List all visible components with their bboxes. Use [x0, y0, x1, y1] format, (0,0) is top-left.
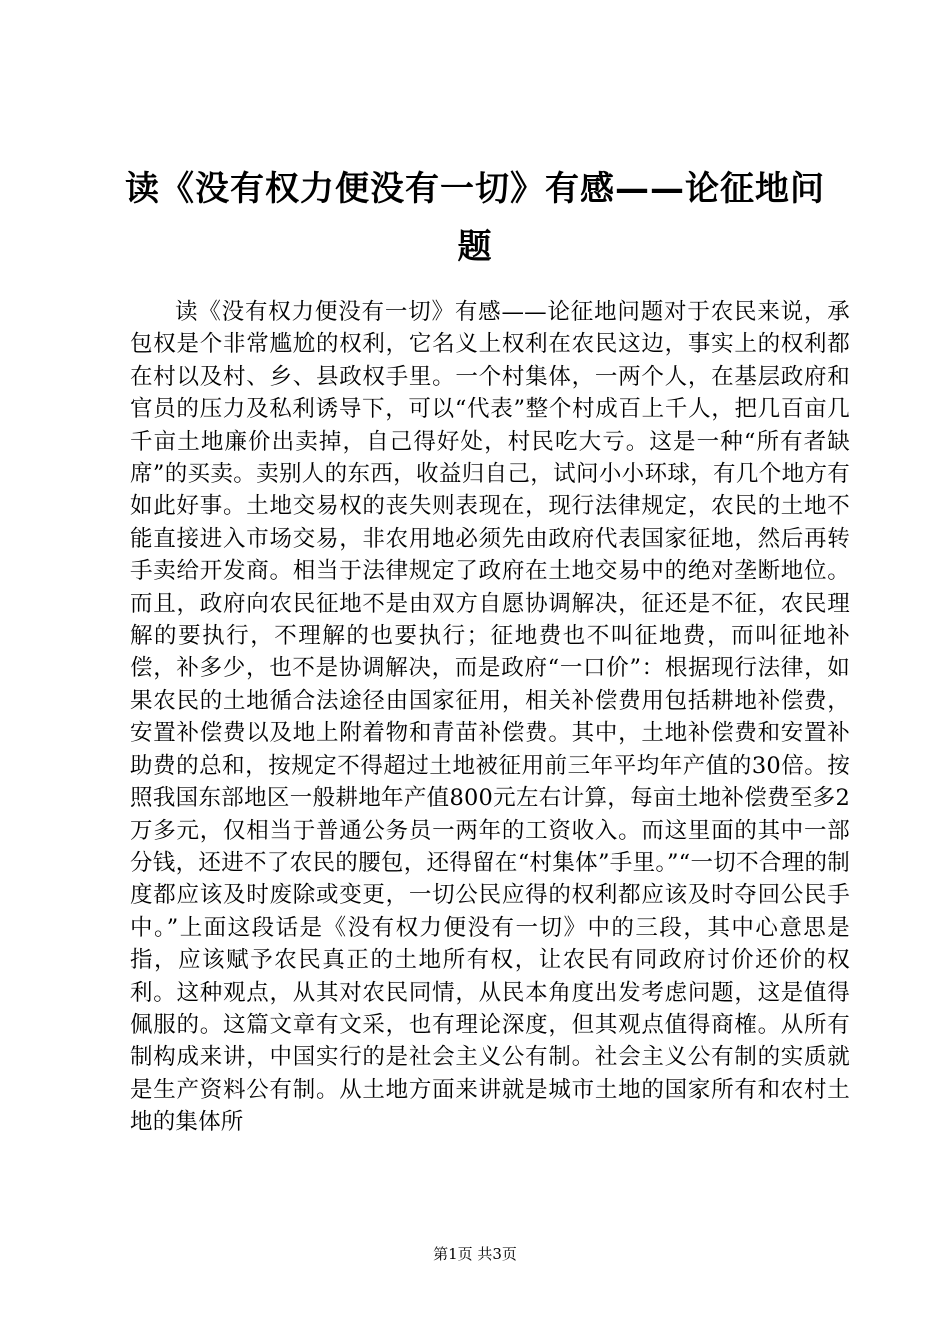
document-body: 读《没有权力便没有一切》有感——论征地问题对于农民来说，承包权是个非常尴尬的权利，它名义上权利在农民这边，事实上的权利都在村以及村、乡、县政权手里。一个村集体，一两个人，在基层政府和官员的压力及私利诱导下，可以“代表”整个村成百上千人，把几百亩几千亩土地廉价出卖掉，自己得好处，村民吃大亏。这是一种“所有者缺席”的买卖。卖别人的东西，收益归自己，试问小小环球，有几个地方有如此好事。土地交易权的丧失则表现在，现行法律规定，农民的土地不能直接进入市场交易，非农用地必须先由政府代表国家征地，然后再转手卖给开发商。相当于法律规定了政府在土地交易中的绝对垄断地位。而且，政府向农民征地不是由双方自愿协调解决，征还是不征，农民理解的要执行，不理解的也要执行；征地费也不叫征地费，而叫征地补偿，补多少，也不是协调解决，而是政府“一口价”：根据现行法律，如果农民的土地循合法途径由国家征用，相关补偿费用包括耕地补偿费，安置补偿费以及地上附着物和青苗补偿费。其中，土地补偿费和安置补助费的总和，按规定不得超过土地被征用前三年平均年产值的30倍。按照我国东部地区一般耕地年产值800元左右计算，每亩土地补偿费至多2万多元，仅相当于普通公务员一两年的工资收入。而这里面的其中一部分钱，还进不了农民的腰包，还得留在“村集体”手里。”“一切不合理的制度都应该及时废除或变更，一切公民应得的权利都应该及时夺回公民手中。”上面这段话是《没有权力便没有一切》中的三段，其中心意思是指，应该赋予农民真正的土地所有权，让农民有同政府讨价还价的权利。这种观点，从其对农民同情，从民本角度出发考虑问题，这是值得佩服的。这篇文章有文采，也有理论深度，但其观点值得商榷。从所有制构成来讲，中国实行的是社会主义公有制。社会主义公有制的实质就是生产资料公有制。从土地方面来讲就是城市土地的国家所有和农村土地的集体所: [130, 299, 850, 1136]
page-footer: 第1页 共3页: [433, 1245, 517, 1263]
document-title: 读《没有权力便没有一切》有感——论征地问题: [125, 169, 825, 267]
